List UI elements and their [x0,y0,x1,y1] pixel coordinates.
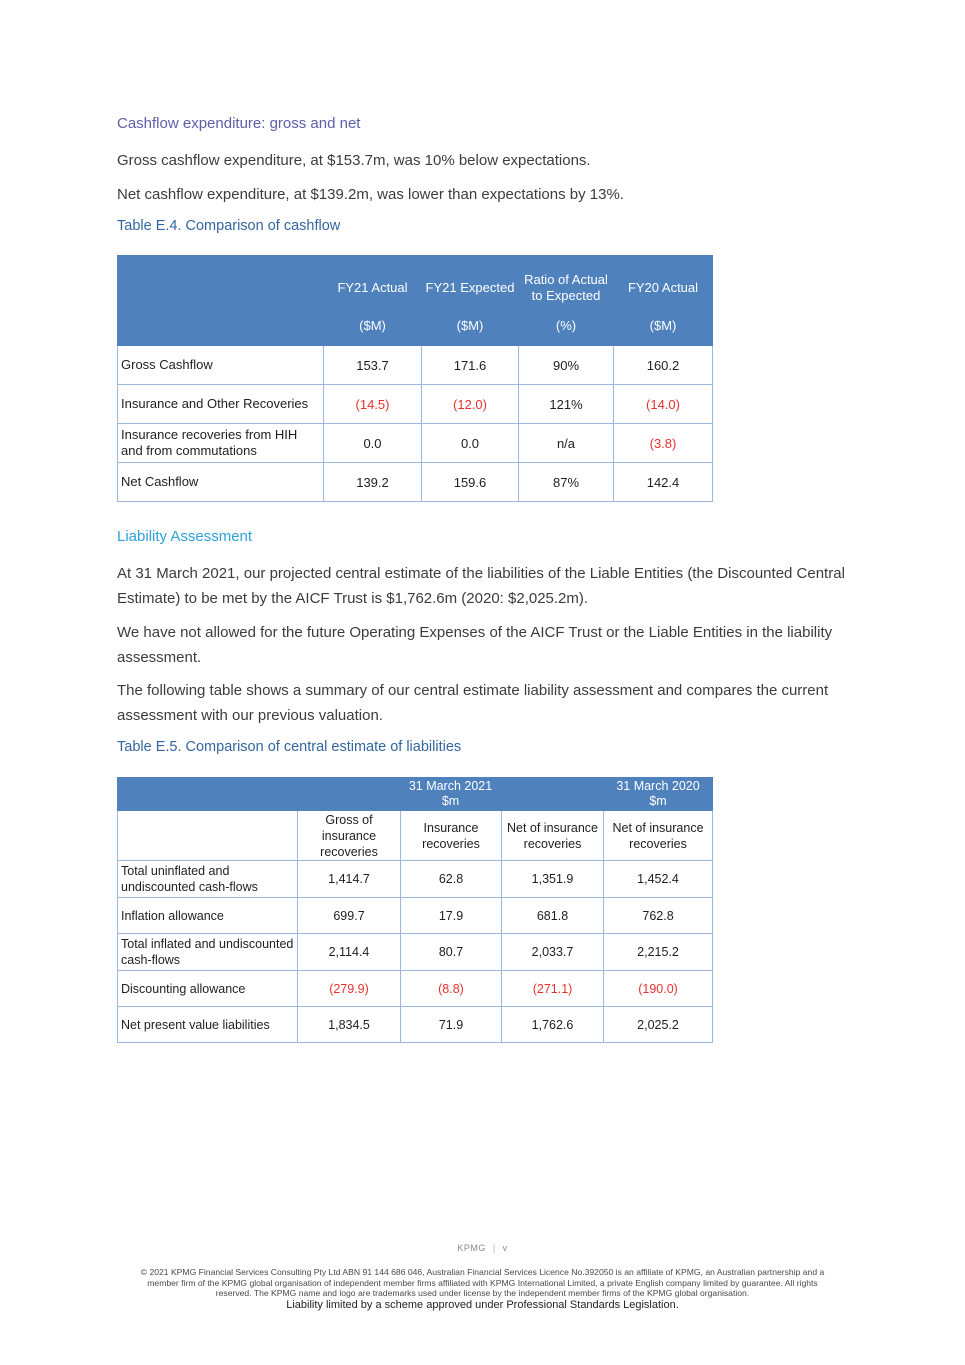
cell-value: 2,114.4 [298,934,401,971]
cell-value: 159.6 [422,463,519,502]
table-row [118,934,713,971]
table-e5-corner-cell [118,778,298,811]
paragraph-gross-cashflow: Gross cashflow expenditure, at $153.7m, was 10% below expectations. [117,152,591,169]
table-e5-col-header: Net of insurance recoveries [604,811,713,861]
footer-separator: | [492,1243,496,1253]
cell-value-negative: (279.9) [298,971,401,1007]
table-e5 [117,777,713,1043]
paragraph-liability-3: The following table shows a summary of our central estimate liability assessment and compares the current assessment with our previous valuation. [117,682,829,724]
period-unit: $m [649,794,667,808]
cell-value: 699.7 [298,898,401,934]
cell-value: 1,834.5 [298,1007,401,1043]
table-e4-unit-header: ($M) [324,314,422,346]
paragraph-liability-1: At 31 March 2021, our projected central estimate of the liabilities of the Liable Entities (the Discounted Central Estimate) to be met by the AICF Trust is $1,762.6m (2020: $2,025.2m). [117,565,845,607]
table-row [118,971,713,1007]
cell-value: 681.8 [502,898,604,934]
cell-value: 1,762.6 [502,1007,604,1043]
cell-value: n/a [519,424,614,463]
legal-line: © 2021 KPMG Financial Services Consulting Pty Ltd ABN 91 144 686 046, Australian Financial Services Licence No.392050 is an affiliate of KPMG, an Australian partnership and a [140,1267,825,1277]
table-e4-corner-cell [118,314,324,346]
table-e5-title: Table E.5. Comparison of central estimate of liabilities [117,739,462,755]
paragraph-net-cashflow: Net cashflow expenditure, at $139.2m, was lower than expectations by 13%. [117,186,624,203]
table-e5-corner-cell [118,811,298,861]
period-label: 31 March 2021 [408,779,493,793]
cell-value: 1,414.7 [298,861,401,898]
table-e5-col-header: Insurance recoveries [401,811,502,861]
period-unit: $m [441,794,460,808]
section-heading-cashflow: Cashflow expenditure: gross and net [117,115,361,132]
row-label: Total uninflated and undiscounted cash-flows [118,861,298,898]
cell-value: 121% [519,385,614,424]
table-e4 [117,255,713,502]
cell-value: 762.8 [604,898,713,934]
cell-value: 0.0 [324,424,422,463]
legal-line: member firm of the KPMG global organisation of independent member firms affiliated with KPMG International Limited, a private English company limited by guarantee. All rights [147,1277,818,1288]
cell-value: 17.9 [401,898,502,934]
row-label: Insurance recoveries from HIH and from commutations [118,424,324,463]
table-e5-col-header: Net of insurance recoveries [502,811,604,861]
cell-value: 2,033.7 [502,934,604,971]
table-e5-period-2021 [298,778,604,811]
cell-value: 2,215.2 [604,934,713,971]
table-e4-unit-header: ($M) [614,314,713,346]
cell-value-negative: (190.0) [604,971,713,1007]
row-label: Gross Cashflow [118,346,324,385]
table-e5-col-header: Gross of insurance recoveries [298,811,401,861]
row-label: Discounting allowance [118,971,298,1007]
cell-value: 80.7 [401,934,502,971]
cell-value: 171.6 [422,346,519,385]
table-e4-col-header: FY21 Actual [324,256,422,314]
cell-value: 71.9 [401,1007,502,1043]
table-e4-col-header: FY21 Expected [422,256,519,314]
row-label: Net Cashflow [118,463,324,502]
table-row [118,1007,713,1043]
paragraph-liability-2: We have not allowed for the future Operating Expenses of the AICF Trust or the Liable Entities in the liability assessment. [117,624,833,666]
footer-liability-statement: Liability limited by a scheme approved under Professional Standards Legislation. [286,1299,679,1311]
period-label: 31 March 2020 [616,779,700,793]
row-label: Insurance and Other Recoveries [118,385,324,424]
cell-value-negative: (271.1) [502,971,604,1007]
table-e5-period-2020 [604,778,713,811]
cell-value: 153.7 [324,346,422,385]
table-e4-title: Table E.4. Comparison of cashflow [117,218,341,234]
cell-value: 87% [519,463,614,502]
table-row [118,346,713,385]
cell-value-negative: (12.0) [422,385,519,424]
cell-value-negative: (3.8) [614,424,713,463]
table-e4-col-header: FY20 Actual [614,256,713,314]
cell-value: 1,351.9 [502,861,604,898]
cell-value-negative: (14.5) [324,385,422,424]
footer-page-number: v [502,1243,508,1253]
cell-value-negative: (14.0) [614,385,713,424]
cell-value: 1,452.4 [604,861,713,898]
section-heading-liability: Liability Assessment [117,528,253,545]
table-e5-subheader-row [118,811,713,861]
table-row [118,861,713,898]
footer-legal-text [0,1267,965,1299]
table-e4-unit-row [118,314,713,346]
row-label: Net present value liabilities [118,1007,298,1043]
table-e4-col-header: Ratio of Actual to Expected [519,256,614,314]
cell-value: 2,025.2 [604,1007,713,1043]
table-e4-unit-header: (%) [519,314,614,346]
footer-brand: KPMG [457,1243,486,1253]
cell-value: 160.2 [614,346,713,385]
table-row [118,385,713,424]
cell-value-negative: (8.8) [401,971,502,1007]
cell-value: 0.0 [422,424,519,463]
footer-page-indicator [0,1243,965,1253]
table-e4-corner-cell [118,256,324,314]
cell-value: 62.8 [401,861,502,898]
legal-line: reserved. The KPMG name and logo are trademarks used under license by the independent member firms of the KPMG global organisation. [215,1288,750,1299]
cell-value: 139.2 [324,463,422,502]
row-label: Inflation allowance [118,898,298,934]
row-label: Total inflated and undiscounted cash-flows [118,934,298,971]
table-e4-header-row [118,256,713,314]
table-row [118,424,713,463]
table-row [118,463,713,502]
table-row [118,898,713,934]
table-e5-period-row [118,778,713,811]
table-e4-unit-header: ($M) [422,314,519,346]
cell-value: 90% [519,346,614,385]
cell-value: 142.4 [614,463,713,502]
